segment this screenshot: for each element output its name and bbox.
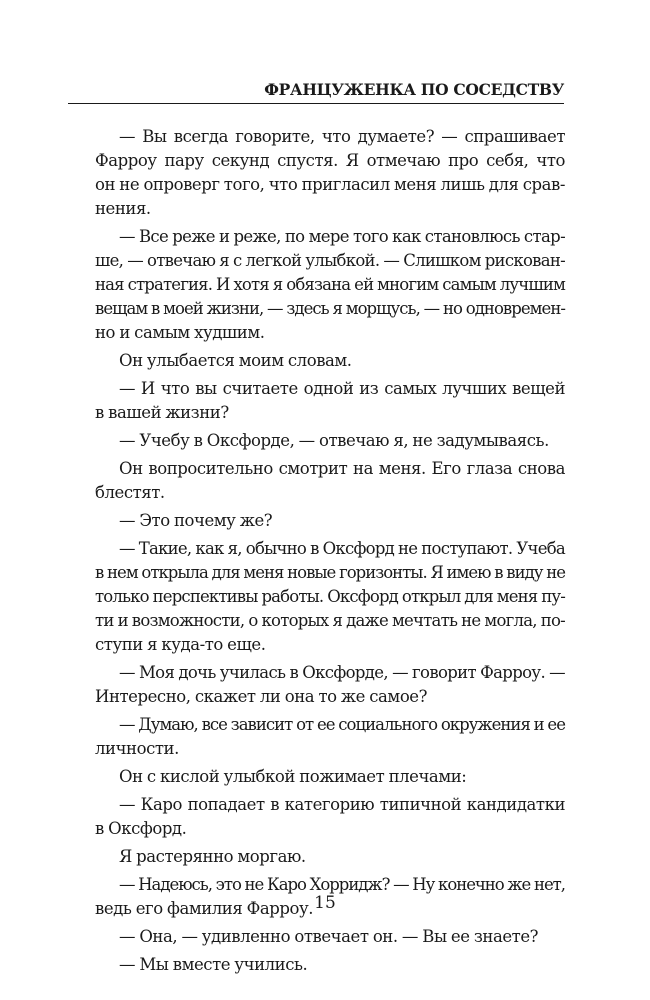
text-line: но и самым худшим. <box>95 323 265 342</box>
text-line: только перспективы работы. Оксфорд открыл для меня пу- <box>95 587 565 606</box>
paragraph <box>95 349 565 373</box>
text-line: он не опроверг того, что пригласил меня лишь для срав- <box>95 175 565 194</box>
paragraph <box>95 537 565 657</box>
body-text <box>95 125 565 977</box>
text-line: — Вы всегда говорите, что думаете? — спрашивает <box>119 127 565 146</box>
paragraph <box>95 713 565 761</box>
text-line: ная стратегия. И хотя я обязана ей многим самым лучшим <box>95 275 565 294</box>
paragraph <box>95 661 565 709</box>
text-line: — Все реже и реже, по мере того как становлюсь стар- <box>119 227 565 246</box>
text-line: — Такие, как я, обычно в Оксфорд не поступают. Учеба <box>119 539 565 558</box>
text-line: — Это почему же? <box>119 511 273 530</box>
text-line: личности. <box>95 739 179 758</box>
paragraph <box>95 845 565 869</box>
text-line: в вашей жизни? <box>95 403 229 422</box>
text-line: Он улыбается моим словам. <box>119 351 352 370</box>
text-line: — Надеюсь, это не Каро Хорридж? — Ну конечно же нет, <box>119 875 565 894</box>
text-line: — Думаю, все зависит от ее социального окружения и ее <box>119 715 565 734</box>
text-line: — И что вы считаете одной из самых лучших вещей <box>119 379 565 398</box>
paragraph <box>95 125 565 221</box>
page-number: 15 <box>314 893 336 913</box>
text-line: нения. <box>95 199 151 218</box>
text-line: — Она, — удивленно отвечает он. — Вы ее знаете? <box>119 927 539 946</box>
text-line: — Мы вместе учились. <box>119 955 308 974</box>
paragraph <box>95 509 565 533</box>
text-line: Он вопросительно смотрит на меня. Его глаза снова <box>119 459 565 478</box>
paragraph <box>95 225 565 345</box>
text-line: — Каро попадает в категорию типичной кандидатки <box>119 795 565 814</box>
paragraph <box>95 377 565 425</box>
paragraph <box>95 765 565 789</box>
paragraph <box>95 429 565 453</box>
text-line: — Учебу в Оксфорде, — отвечаю я, не задумываясь. <box>119 431 549 450</box>
text-line: в Оксфорд. <box>95 819 187 838</box>
text-line: ше, — отвечаю я с легкой улыбкой. — Слишком рискован- <box>95 251 565 270</box>
paragraph <box>95 925 565 949</box>
text-line: ведь его фамилия Фарроу. <box>95 899 313 918</box>
paragraph <box>95 793 565 841</box>
text-line: Интересно, скажет ли она то же самое? <box>95 687 428 706</box>
text-line: блестят. <box>95 483 165 502</box>
text-line: ступи я куда-то еще. <box>95 635 266 654</box>
paragraph <box>95 953 565 977</box>
text-line: Я растерянно моргаю. <box>119 847 306 866</box>
text-line: в нем открыла для меня новые горизонты. Я имею в виду не <box>95 563 565 582</box>
text-line: ти и возможности, о которых я даже мечтать не могла, по- <box>95 611 565 630</box>
text-line: вещам в моей жизни, — здесь я морщусь, — но одновремен- <box>95 299 565 318</box>
paragraph <box>95 457 565 505</box>
text-line: Фарроу пару секунд спустя. Я отмечаю про себя, что <box>95 151 565 170</box>
text-line: Он с кислой улыбкой пожимает плечами: <box>119 767 467 786</box>
text-line: — Моя дочь училась в Оксфорде, — говорит Фарроу. — <box>119 663 565 682</box>
running-head-title: ФРАНЦУЖЕНКА ПО СОСЕДСТВУ <box>68 81 564 104</box>
